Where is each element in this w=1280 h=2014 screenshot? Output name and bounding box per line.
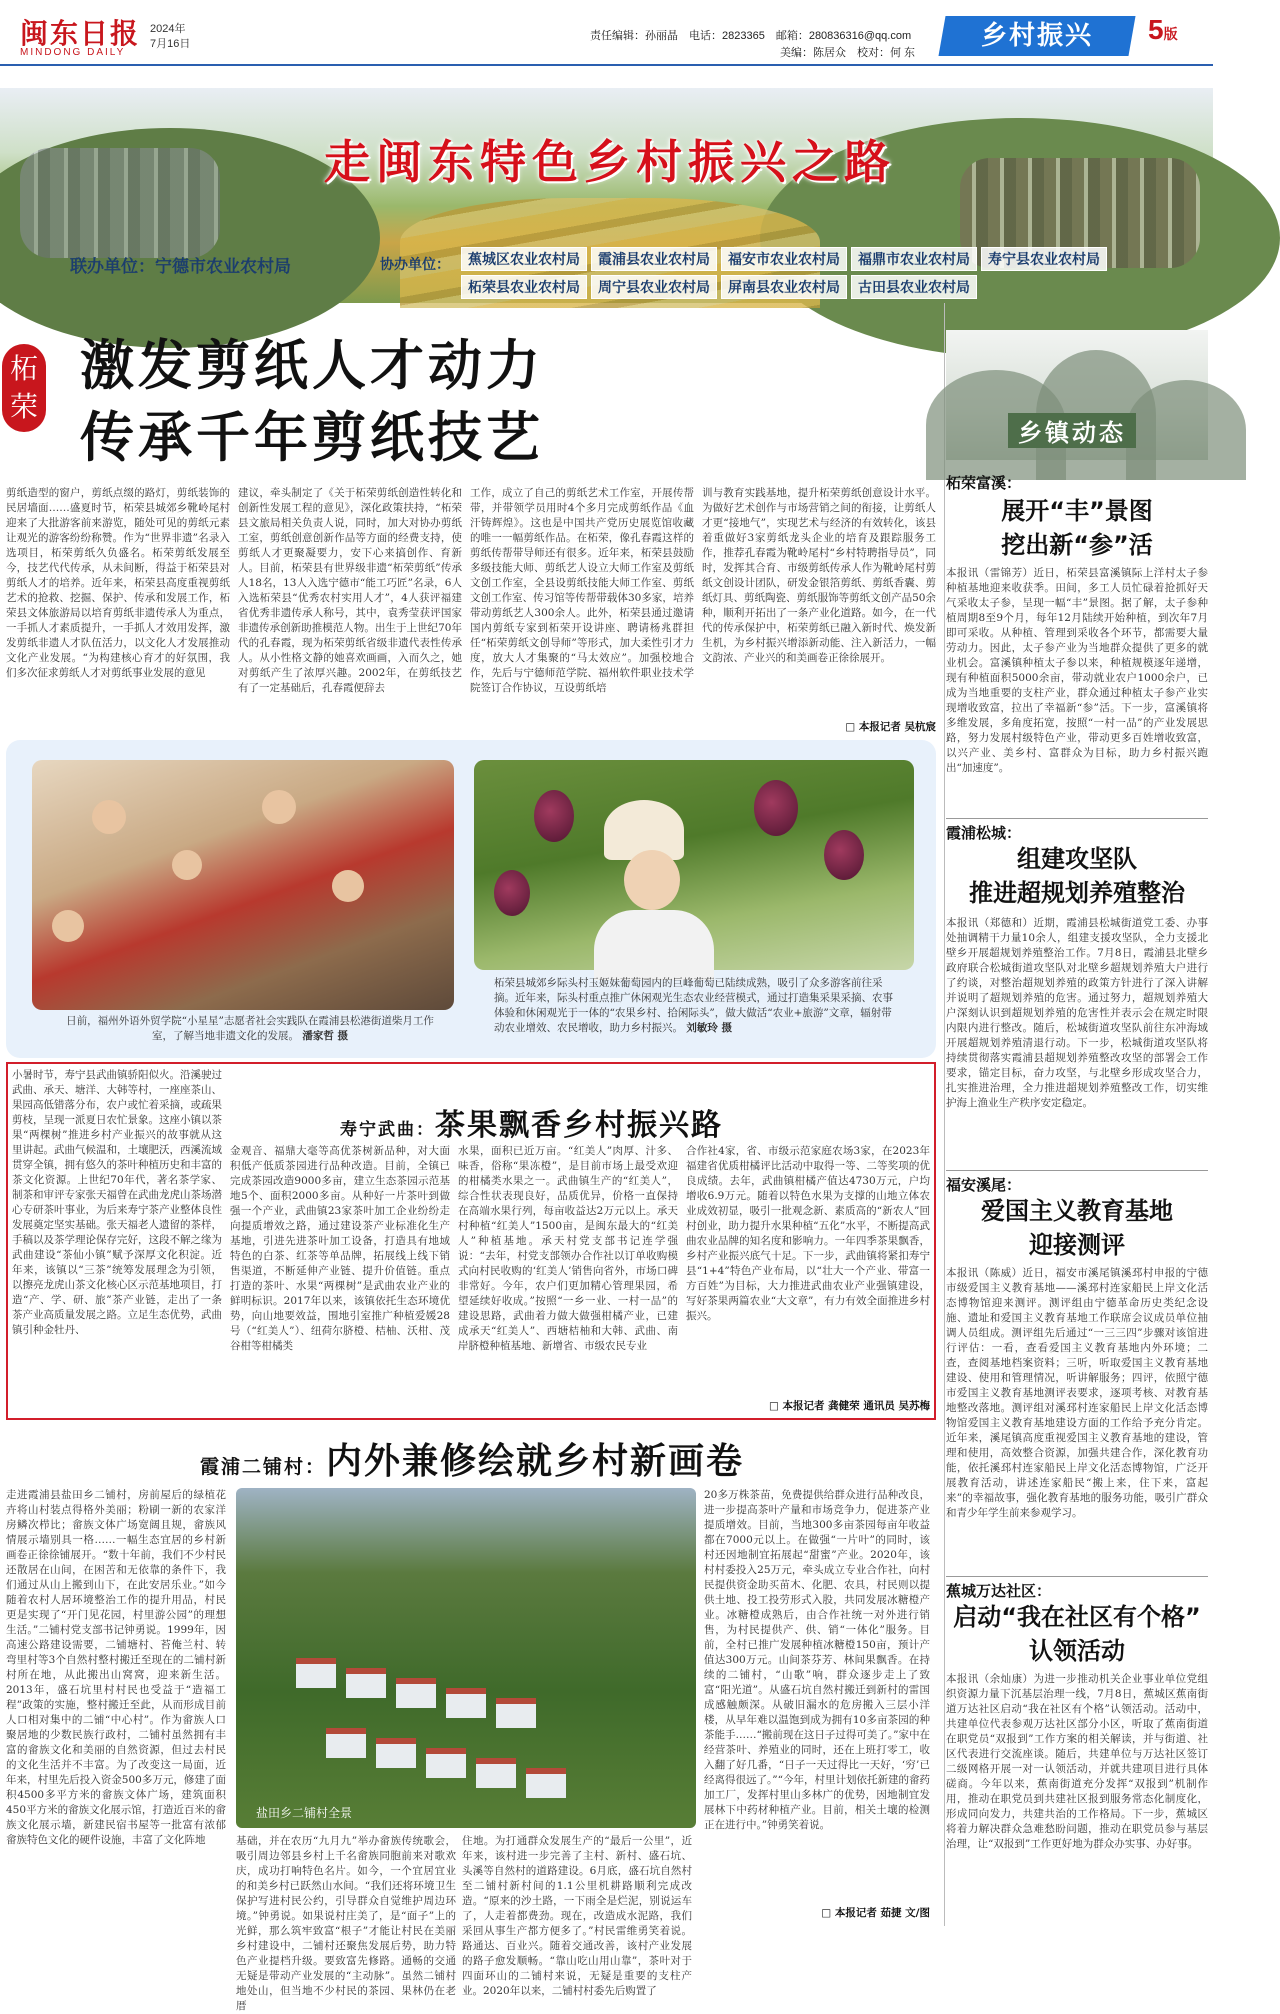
co-sponsor-unit: 古田县农业农村局 xyxy=(851,275,977,299)
brief-divider xyxy=(946,1576,1208,1577)
village-panorama-photo xyxy=(236,1488,696,1828)
brief-divider xyxy=(946,1170,1208,1171)
co-sponsor-unit: 霞浦县农业农村局 xyxy=(591,247,717,271)
newspaper-logo: 闽东日报 xyxy=(20,17,141,50)
lead-column-3: 工作，成立了自己的剪纸艺术工作室，开展传帮带，并带领学员用时4个多月完成剪纸作品《血汗铸辉煌》。这也是中国共产党历史展览馆收藏的唯一一幅剪纸作品。在柘荣，像孔春霞这样的剪纸传帮带导师还有很多。近年来，柘荣县鼓励多级技能大师、剪纸艺人设立大师工作室及剪纸文创工作室，全县设剪纸技能大师工作室、剪纸文创工作室、传习馆等传帮带载体30多家，培养带动剪纸艺人300余人。此外，柘荣县通过邀请国内剪纸专家到柘荣开设讲座、聘请杨兆群担任“柘荣剪纸文创导师”等形式，加大柔性引才力度，放大人才集聚的“马太效应”。加强校地合作，先后与宁德师范学院、福州软件职业技术学院签订合作协议，互设剪纸培 xyxy=(470,487,694,694)
co-sponsor-list xyxy=(460,246,1190,300)
co-sponsor-unit: 周宁县农业农村局 xyxy=(591,275,717,299)
second-column-1: 走进霞浦县盐田乡二铺村，房前屋后的绿植花卉将山村装点得格外美丽；粉刷一新的农家洋房鳞次栉比；畲族文体广场宽阔且规，畲族风情展示墙别具一格……一幅生态宜居的乡村新画卷正徐徐铺展开。“数十年前，我们不少村民还散居在山间，在困苦和无依靠的条件下，我们通过从山上搬到山下，在此安居乐业。”如今随着农村人居环境整治工作的提升用品，村民更是实现了“开门见花园，村里游公园”的理想生活。”二铺村党支部书记钟勇说。1999年，因高速公路建设需要，二铺塘村、苔俺兰村、转弯里村等3个自然村整村搬迁至现在的二铺村新村所在地，从此搬出山窝窝，迎来新生活。2013年，盛石坑里村村民也受益于“造福工程”政策的实施，整村搬迁至此，从而形成目前人口相对集中的二铺“中心村”。作为畲族人口聚居地的少数民族行政村，二铺村虽然拥有丰富的畲族文化和美丽的自然资源，但过去村民的文化生活并不丰富。为了改变这一局面，近年来，村里先后投入资金500多万元，修建了面积4500多平方米的畲族文体广场，建筑面积450平方米的畲族文化展示馆，打造近百米的畲族文化展示墙，新建民宿书屋等一批富有浓郁畲族特色文化的硬件设施，丰富了文化阵地 xyxy=(6,1489,226,1846)
lead-column-4: 训与教育实践基地，提升柘荣剪纸创意设计水平。为做好艺术创作与市场营销之间的衔接，让剪纸人才更“接地气”，实现艺术与经济的有效转化，该县着重做好3家剪纸龙头企业的培育及跟踪服务工作，推荐孔春霞为靴岭尾村“乡村特聘指导员”，同时，发挥其合育、市级剪纸传承人作为靴岭尾村剪纸文创设计团队，研发金银箔剪纸、剪纸香囊、剪纸灯具、剪纸陶瓷、剪纸服饰等剪纸文创产品50余种，顺利开拓出了一条产业化道路。如今，在一代代的传承保护中，柘荣剪纸已融入新时代、焕发新生机，为乡村振兴增添新动能、注入新活力，一幅文韵浓、产业兴的和美画卷正徐徐展开。 xyxy=(702,487,936,664)
brief-3-place: 福安溪尾： xyxy=(946,1176,1022,1194)
co-sponsor-unit: 寿宁县农业农村局 xyxy=(981,247,1107,271)
photo-caption-right: 柘荣县城郊乡际头村玉姬妹葡萄园内的巨峰葡萄已陆续成熟，吸引了众多游客前往采摘。近年来，际头村重点推广休闲观光生态农业经营模式，通过打造集采果采摘、农事体验和休闲观光于一体的“农果乡村、拾闲际头”，做大做活“农业+旅游”文章，辐射带动农业增效、农民增收，助力乡村振兴。 刘敏玲 摄 xyxy=(494,977,893,1034)
box-column-1: 小暑时节，寿宁县武曲镇骄阳似火。沿溪驶过武曲、承天、塘洋、大韩等村，一座座茶山、果园高低错落分布，农户或忙着采摘，或疏果剪枝，呈现一派夏日农忙景象。这座小镇以茶果“两棵树”推进乡村产业振兴的故事就从这里讲起。武曲气候温和，土壤肥沃，西溪流域贯穿全镇，拥有悠久的茶叶种植历史和丰富的茶文化资源。上世纪70年代，著名茶学家、制茶和审评专家张天福曾在武曲龙虎山茶场潜心专研茶叶事业，为后来寿宁茶产业整体良性发展奠定坚实基础。张天福老人遗留的茶样，手稿以及茶学理论保存完好，这段不解之缘为武曲建设“茶仙小镇”赋予深厚文化积淀。近年来，该镇以“三茶”统筹发展理念为引领，以擦亮龙虎山茶文化核心区示范基地项目，打造“产、学、研、旅”茶产业链，走出了一条茶产业高质量发展之路。立足生态优势，武曲镇引种金牡丹、 xyxy=(12,1069,222,1336)
brief-4-place: 蕉城万达社区： xyxy=(946,1582,1052,1600)
panorama-caption: 盐田乡二铺村全景 xyxy=(256,1806,353,1820)
second-column-4: 20多万株茶苗，免费提供给群众进行品种改良，进一步提高茶叶产量和市场竞争力，促进茶产业提质增效。目前，当地300多亩茶园每亩年收益都在7000元以上。在做强“一片叶”的同时，该村还因地制宜拓展起“甜蜜”产业。2020年，该村村委投入25万元，牵头成立专业合作社，向村民提供资金助买苗木、化肥、农具，村民则以提供土地、投工投劳形式入股，共同发展冰糖橙产业。冰糖橙成熟后，由合作社统一对外进行销售，为村民提供产、供、销“一体化”服务。目前，全村已推广发展种植冰糖橙150亩，预计产值达300万元。山间茶芬芳、林间果飘香。在持续的二铺村，“山歌”响，群众逐步走上了致富“阳光道”。从盛石坑自然村搬迁到新村的雷国成感触颇深。从破旧漏水的危房搬入三层小洋楼，从早年难以温饱到成为拥有10多亩茶园的种茶能手……“搬前现在这日子过得可美了。”家中在经营茶叶、养殖业的同时，还在上班打零工，收入翻了好几番，“日子一天过得比一天好，‘穷’已经离得很远了。”“今年，村里计划依托新建的畲药加工厂，发挥村里山多林广的优势，因地制宜发展林下中药材种植产业。目前，相关土壤的检测正在进行中。”钟勇笑着说。 xyxy=(704,1489,930,1831)
second-story-title: 霞浦二铺村：内外兼修绘就乡村新画卷 xyxy=(200,1441,745,1482)
co-sponsor-unit: 福安市农业农村局 xyxy=(721,247,847,271)
brief-3-text: 本报讯（陈威）近日，福安市溪尾镇溪邳村申报的宁德市级爱国主义教育基地——溪邳村连家船民上岸文化活态博物馆迎来测评。测评组由宁德革命历史类纪念设施、遗址和爱国主义教育基地工作联席会议成员单位抽调人员组成。测评组先后通过“一三三四”步骤对该馆进行评估：一看，查看爱国主义教育基地内外环境；二查，查阅基地档案资料；三听，听取爱国主义教育基地建设、使用和管理情况，听讲解服务；四评，依照宁德市爱国主义教育基地测评表要求，逐项考核、对教育基地整改落地。测评组对溪邳村连家船民上岸文化活态博物馆爱国主义教育基地建设方面的工作给予充分肯定。近年来，溪尾镇高度重视爱国主义教育基地的建设，管理和使用，高效整合资源，加强共建合作，深化教育功能，依托溪邳村连家船民上岸文化活态博物馆，广泛开展教育活动，讲述连家船民“搬上来，住下来，富起来”的幸福故事，强化教育基地的服务功能，吸引广群众和青少年学生前来参观学习。 xyxy=(946,1267,1208,1519)
co-sponsor-label: 协办单位： xyxy=(380,257,450,273)
boxed-story-title: 寿宁武曲：茶果飘香乡村振兴路 xyxy=(340,1108,723,1143)
second-column-2: 基础，并在农历“九月九”举办畲族传统歌会，吸引周边邻县乡村上千名畲族同胞前来对歌欢庆，成功打响特色名片。如今，一个宜居宜业的和美乡村已跃然山水间。“我们还将环境卫生保护写进村民公约，引导群众自觉维护周边环境。”钟勇说。如果说村庄美了，是“面子”上的光鲜，那么筑牢致富“根子”才能让村民在美丽乡村建设中，二铺村还聚焦发展后势，助力特色产业提档升级。要致富先修路。通畅的交通无疑是带动产业发展的“主动脉”。虽然二铺村地处山，但当地不少村民的茶园、果林仍在老厝 xyxy=(236,1835,456,2012)
brief-1-place: 柘荣富溪： xyxy=(946,474,1022,492)
masthead xyxy=(0,0,1213,66)
newspaper-logo-english: MINDONG DAILY xyxy=(20,47,126,58)
co-sponsor-unit: 屏南县农业农村局 xyxy=(721,275,847,299)
co-sponsor-unit: 福鼎市农业农村局 xyxy=(851,247,977,271)
box-column-3: 水果，面积已近万亩。“红美人”肉厚、汁多、味香，俗称“果冻橙”，是目前市场上最受欢迎的柑橘类水果之一。武曲镇生产的“红美人”，综合性状表现良好，品质优异，价格一直保持在高端水果行列，每亩收益达2万元以上。承天村种植“红美人”1500亩，是闽东最大的“红美人”种植基地。承天村党支部书记连学强说：“去年，村党支部领办合作社以订单收购模式向村民收购的‘红美人’销售向省外，市场口碑非常好。今年，农户们更加精心管理果园，希望延续好收成。”按照“一乡一业、一村一品”的建设思路，武曲着力做大做强柑橘产业，已建成承天“红美人”、西塘桔柚和大韩、武曲、南岸脐橙种植基地、新增省、市级农民专业 xyxy=(458,1145,678,1352)
photo-caption-left: 日前，福州外语外贸学院“小星星”志愿者社会实践队在霞浦县松港街道柴月工作室，了解当地非遗文化的发展。 潘家哲 摄 xyxy=(66,1015,434,1042)
lead-headline: 激发剪纸人才动力 传承千年剪纸技艺 xyxy=(80,334,544,469)
issue-date: 2024年 7月16日 xyxy=(150,23,191,50)
brief-3-title: 爱国主义教育基地 迎接测评 xyxy=(981,1197,1173,1259)
lead-byline: □ 本报记者 吴杭宸 xyxy=(845,721,936,733)
second-column-3: 住地。为打通群众发展生产的“最后一公里”，近年来，该村进一步完善了主村、新村、盛石坑、头溪等自然村的道路建设。6月底，盛石坑自然村至二铺村新村间的1.1公里机耕路顺利完成改造。“原来的沙土路，一下雨全是烂泥，别说运车了，人走着都费劲。现在，改造成水泥路，我们采回从事生产都方便多了。”村民雷维勇笑着说。路通达、百业兴。随着交通改善，该村产业发展的路子愈发顺畅。“靠山吃山用山靠”，茶叶对于四面环山的二铺村来说，无疑是重要的支柱产业。2020年以来，二铺村村委先后购置了 xyxy=(462,1835,692,1997)
brief-4-title: 启动“我在社区有个格” 认领活动 xyxy=(953,1603,1201,1665)
lead-column-1: 剪纸造型的窗户，剪纸点缀的路灯，剪纸装饰的民居墙面……盛夏时节，柘荣县城郊乡靴岭尾村迎来了大批游客前来游览，随处可见的剪纸元素让观光的游客纷纷称赞。作为“世界非遗”名录入选项目，柘荣剪纸久负盛名。柘荣剪纸发展至今，技艺代代传承，从未间断，得益于柘荣县对剪纸人才的培养。近年来，柘荣县高度重视剪纸艺术的抢救、挖掘、保护、传承和发展工作，柘荣县文体旅游局以培育剪纸非遗传承人为重点，一手抓人才素质提升，一手抓人才效用发挥，激发剪纸非遗人才队伍活力，以文化人才发展推动文化产业发展。“为构建核心育才的好氛围，我们多次征求剪纸人才对剪纸事业发展的意见 xyxy=(6,487,230,679)
co-sponsor-unit: 蕉城区农业农村局 xyxy=(461,247,587,271)
co-sponsor-unit: 柘荣县农业农村局 xyxy=(461,275,587,299)
sponsor-unit: 联办单位：宁德市农业农村局 xyxy=(70,257,291,277)
box-byline: □ 本报记者 龚健荣 通讯员 吴苏梅 xyxy=(768,1400,930,1412)
brief-2-place: 霞浦松城： xyxy=(946,824,1022,842)
grape-picking-photo xyxy=(474,760,914,970)
volunteers-photo xyxy=(32,760,454,1010)
second-byline: □ 本报记者 茹捷 文/图 xyxy=(821,1907,930,1919)
box-column-2: 金观音、福鼎大毫等高优茶树新品种，对大面积低产低质茶园进行品种改造。目前，全镇已完成茶园改造9000多亩，建立生态茶园示范基地5个、面积2000多亩。从种好一片茶叶到做强一个产业，武曲镇23家茶叶加工企业纷纷走向提质增效之路，通过建设茶产业标准化生产基地，引进先进茶叶加工设备，打造具有地域特色的白茶、红茶等单品牌，拓展线上线下销售渠道，不断延伸产业链、提升价值链。重点打造的茶叶、水果“两棵树”是武曲农业产业的鲜明标识。2017年以来，该镇依托生态环境优势，向山地要效益，围地引室推广种植爱媛28号（“红美人”）、纽荷尔脐橙、桔柚、沃柑、茂谷柑等柑橘类 xyxy=(230,1145,450,1352)
brief-1-text: 本报讯（雷锦芳）近日，柘荣县富溪镇际上洋村太子参种植基地迎来收获季。田间，多工人员忙碌着抢抓好天气采收太子参，呈现一幅“丰”景图。据了解，太子参种植周期8至9个月，每年12月陆续开始种植，到次年7月即可采收。从种植、管理到采收各个环节，都需要大量劳动力。因此，太子参产业为当地群众提供了更多的就业机会。富溪镇种植太子参以来，种植规模逐年递增，现有种植面积5000余亩，带动就业农户1000余户，已成为当地重要的支柱产业，群众通过种植太子参产业实现增收致富，拉出了幸福新“参”活。下一步，富溪镇将多维发展，多角度拓宽，按照“一村一品”的产业发展思路，努力发展村级特色产业，带动更多百姓增收致富，以兴产业、美乡村、富群众为目标，助力乡村振兴跑出“加速度”。 xyxy=(946,567,1208,774)
town-news-label: 乡镇动态 xyxy=(1008,413,1136,448)
section-name: 乡村振兴 xyxy=(938,16,1135,56)
brief-2-text: 本报讯（郑德和）近期，霞浦县松城街道党工委、办事处抽调精干力量10余人，组建支援攻坚队，全力支援北壁乡开展超规划养殖整治工作。7月8日，霞浦县北壁乡政府联合松城街道攻坚队对北壁乡超规划养殖大户进行了约谈，对整治超规划养殖的政策方针进行了深入讲解并说明了超规划养殖的危害。通过努力，超规划养殖大户深刻认识到超规划养殖的危害性并表示会在规定时限内限内进行整改。随后，松城街道攻坚队前往东冲海域开展超规划养殖清退行动。下一步，松城街道攻坚队将持续贯彻落实霞浦县超规划养殖整改攻坚的部署会工作要求，锚定目标，奋力攻坚，与北壁乡形成攻坚合力，扎实推进治理，全力推进超规划养殖整改工作，切实维护海上渔业生产秩序安定稳定。 xyxy=(946,917,1208,1109)
editor-info: 责任编辑：孙丽晶 电话：2823365 邮箱：280836316@qq.com 美编：陈居众 校对：何 东 xyxy=(590,30,916,59)
banner-title: 走闽东特色乡村振兴之路 xyxy=(324,135,896,189)
brief-divider xyxy=(946,818,1208,819)
brief-2-title: 组建攻坚队 推进超规划养殖整治 xyxy=(969,845,1185,907)
page-number: 5版 xyxy=(1148,14,1178,45)
brief-4-text: 本报讯（余灿康）为进一步推动机关企业事业单位党组织资源力量下沉基层治理一线，7月8日，蕉城区蕉南街道万达社区启动“我在社区有个格”认领活动。活动中，共建单位代表参观万达社区部分小区，听取了蕉南街道在职党员“双报到”工作方案的相关解读，并与街道、社区代表进行交流座谈。随后，共建单位与万达社区签订二级网格开展一对一认领活动，并就共建项目进行具体磋商。今年以来，蕉南街道充分发挥“双报到”机制作用，推动在职党员到共建社区报到服务常态化制度化，形成同向发力，共建共治的工作格局。下一步，蕉城区将着力解决群众急难愁盼问题，推动在职党员参与基层治理，让“双报到”工作更好地为群众办实事、办好事。 xyxy=(946,1673,1208,1850)
region-tag: 柘荣 xyxy=(2,344,46,432)
lead-column-2: 建议，牵头制定了《关于柘荣剪纸创造性转化和创新性发展工程的意见》，深化政策扶持，“柘荣县文旅局相关负责人说，同时，加大对协办剪纸工室，剪纸创意创新作品等方面的经费支持，使剪纸人才更聚凝要力，安下心来搞创作、育新人。目前，柘荣县有世界级非遗“柘荣剪纸”传承人18名，13人入选宁德市“能工巧匠”名录，6人入选柘荣县“优秀农村实用人才”，4人获评福建省优秀非遗传承人称号，其中，袁秀莹获评国家非遗传承创新助推模范人物。出生于上世纪70年代的孔春霞，现为柘荣剪纸省级非遗代表性传承人。从小性格文静的她喜欢画画，入而久之，她对剪纸产生了浓厚兴趣。2002年，在剪纸技艺有了一定基础后，孔春霞便辞去 xyxy=(238,487,462,694)
brief-1-title: 展开“丰”景图 挖出新“参”活 xyxy=(1001,497,1153,559)
box-column-4: 合作社4家，省、市级示范家庭农场3家，在2023年福建省优质柑橘评比活动中取得一等、二等奖项的优良成绩。去年，武曲镇柑橘产值达4730万元，户均增收6.9万元。随着以特色水果为支撑的山地立体农业成效初显，吸引一批观念新、素质高的“新农人”回村创业，助力提升水果种植“五化”水平，不断提高武曲农业品牌的知名度和影响力。一年四季茶果飘香，乡村产业振兴底气十足。下一步，武曲镇将紧扣寿宁县“1+4”特色产业布局，以“壮大一个产业、带富一方百姓”为目标，大力推进武曲农业产业强镇建设，写好茶果两篇农业“大文章”，有力有效全面推进乡村振兴。 xyxy=(686,1145,930,1322)
